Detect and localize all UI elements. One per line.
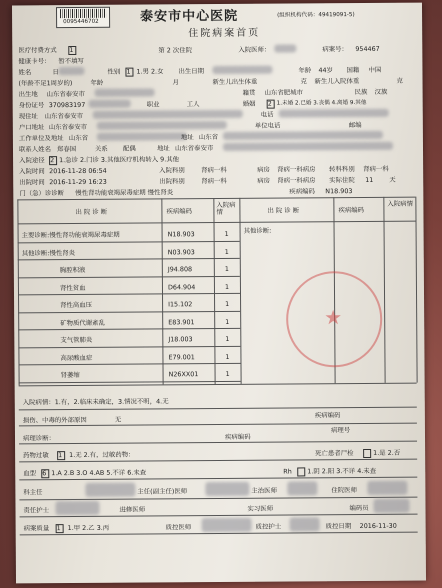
unit-phone-label: 单位电话 <box>254 121 281 130</box>
diagnosis-condition: 1 <box>224 264 229 273</box>
nurse-label: 责任护士 <box>23 506 50 515</box>
allergy-label: 药物过敏 <box>23 451 49 460</box>
gram-label-2: 克 <box>396 76 403 85</box>
stay-days-label: 实际住院 <box>329 176 355 185</box>
table-rule <box>161 198 163 384</box>
table-header-diagnosis: 出 院 诊 断 <box>75 207 108 217</box>
work-unit-value: 山东省 <box>68 133 89 143</box>
section-rule <box>19 477 417 480</box>
nationality-value: 中国 <box>368 65 382 74</box>
job-value: 工人 <box>186 100 200 109</box>
admission-route-label: 入院途径 <box>19 156 45 165</box>
diagnosis-name: 高尿酸血症 <box>60 353 93 362</box>
discharge-dept-label: 出院科别 <box>159 177 185 186</box>
opd-code-value: N18.903 <box>325 187 353 196</box>
marital-label: 婚姻 <box>242 99 256 108</box>
diagnosis-code: D64.904 <box>167 282 196 291</box>
admission-doctor-label: 入院医师： <box>238 45 271 54</box>
table-header-code: 疾病编码 <box>166 207 193 216</box>
blood-type-label: 血型 <box>23 469 37 478</box>
diagnosis-code: I15.102 <box>168 300 193 309</box>
redacted-dob <box>212 66 272 74</box>
section-rule <box>19 497 417 500</box>
diagnosis-name: 胸腔积液 <box>59 265 86 275</box>
diagnosis-condition: 1 <box>224 229 229 238</box>
table-row-rule <box>18 275 240 277</box>
qc-doctor-label: 质控医师 <box>165 523 192 532</box>
diagnosis-code: E79.001 <box>168 352 195 361</box>
autopsy-options: 1.是 2.否 <box>373 448 401 457</box>
diagnosis-name: 肾萎缩 <box>60 370 80 380</box>
rh-options: 1.阴 2.阳 3.不详 4.未查 <box>307 466 377 476</box>
ethnic-label: 民族 <box>354 87 368 97</box>
injury-value: 无 <box>114 415 122 424</box>
admission-time-label: 入院时间 <box>19 167 45 176</box>
discharge-dept-value: 肾病一科 <box>201 176 227 186</box>
sex-value: 1 <box>126 67 131 76</box>
marital-options: 1.未婚 2.已婚 3.丧偶 4.离婚 9.其他 <box>276 99 367 107</box>
diagnosis-condition: 1 <box>224 247 229 256</box>
intern-label: 实习医师 <box>247 504 274 513</box>
health-card-value: 暂不填写 <box>58 56 84 66</box>
age-value: 44岁 <box>318 66 334 75</box>
table-row-rule <box>18 345 240 347</box>
blood-type-value: 6 <box>42 469 47 478</box>
admission-route-value: 2 <box>50 156 55 165</box>
month-label: 月 <box>172 78 179 87</box>
diagnosis-code: J94.808 <box>167 265 193 274</box>
admission-time-value: 2016-11-28 06:54 <box>49 166 107 176</box>
id-value: 370983197 <box>48 100 86 110</box>
table-rule <box>19 383 417 386</box>
qc-date-value: 2016-11-30 <box>359 521 397 531</box>
director-label: 科主任 <box>23 488 43 497</box>
diagnosis-condition: 1 <box>225 352 230 361</box>
phone-label: 电话 <box>260 110 274 119</box>
work-address-label: 地址 <box>180 133 194 142</box>
table-rule <box>383 197 385 383</box>
sex-label: 性别 <box>107 67 121 76</box>
medical-record-page <box>12 3 426 584</box>
table-header-diagnosis-2: 出 院 诊 断 <box>267 206 300 215</box>
redacted-signature <box>373 499 409 513</box>
diagnosis-condition: 1 <box>225 299 230 308</box>
record-no-label: 病案号： <box>322 45 348 54</box>
table-row-rule <box>18 293 240 295</box>
work-unit-label: 工作单位及地址 <box>18 134 64 143</box>
infant-age-label: 年龄 <box>90 78 104 87</box>
diagnosis-name: 其他诊断:慢性肾炎 <box>21 248 76 257</box>
name-label: 姓名 <box>18 68 32 77</box>
diagnosis-code: N18.903 <box>167 230 195 239</box>
diagnosis-condition: 1 <box>225 317 230 326</box>
table-rule <box>213 198 215 384</box>
transfer-dept-value: 肾病一科 <box>363 164 389 173</box>
dob-label: 出生日期 <box>178 67 205 76</box>
redacted-signature <box>290 517 320 531</box>
table-rule <box>18 221 416 224</box>
blood-type-options: 1.A 2.B 3.O 4.AB 5.不详 6.未查 <box>51 468 147 478</box>
ethnic-value: 汉族 <box>374 87 388 96</box>
qc-nurse-label: 质控护士 <box>255 522 282 531</box>
table-row-rule <box>18 240 240 242</box>
quality-options: 1.甲 2.乙 3.丙 <box>67 523 110 533</box>
admit-weight-label: 新生儿入院体重 <box>314 77 360 86</box>
opd-diagnosis-value: 慢性肾功能衰竭尿毒症期 慢性肾炎 <box>75 188 174 198</box>
birthplace-label: 出生地 <box>18 90 38 99</box>
stay-days-value: 11 <box>365 175 374 184</box>
condition-legend: 入院病情：1.有，2.临床未确定，3.情况不明，4.无 <box>22 397 169 407</box>
stay-days-unit: 天 <box>389 175 396 184</box>
diagnosis-name: 支气管肺炎 <box>60 335 93 345</box>
admission-route-options: 1.急诊 2.门诊 3.其他医疗机构转入 9.其他 <box>59 155 180 165</box>
allergy-value: 1 <box>58 451 63 460</box>
attending-label: 主治医师 <box>251 486 277 495</box>
discharge-ward-label: 病房 <box>257 176 271 185</box>
job-label: 职业 <box>146 100 160 109</box>
pathology-no-label: 病理号 <box>330 426 351 435</box>
opd-code-label: 疾病编码 <box>289 187 315 196</box>
section-rule <box>20 532 418 535</box>
diagnosis-code: N26XX01 <box>168 370 199 379</box>
hospital-seal <box>286 271 383 368</box>
table-row-rule <box>19 380 241 382</box>
injury-code-label: 疾病编码 <box>314 411 341 420</box>
redacted-signature <box>55 501 99 515</box>
injury-label: 损伤、中毒的外部原因 <box>22 415 87 425</box>
table-row-rule <box>18 363 240 365</box>
home-address-value: 山东省泰安市 <box>48 122 88 132</box>
table-rule <box>415 197 417 383</box>
contact-name-value: 郑春国 <box>56 144 77 154</box>
health-card-label: 健康卡号： <box>18 57 51 66</box>
table-rule <box>17 197 415 200</box>
pathology-code-label: 疾病编码 <box>224 432 251 441</box>
patient-name: 日 <box>52 68 59 77</box>
autopsy-box <box>363 449 371 458</box>
admission-dept-value: 肾病一科 <box>201 165 227 175</box>
table-rule <box>17 199 19 385</box>
hospital-name: 泰安市中心医院 <box>140 8 239 25</box>
current-address-value: 山东省泰安市 <box>44 111 84 121</box>
redacted-contact-address <box>223 142 393 151</box>
contact-address-value: 山东省泰安市 <box>174 144 214 153</box>
diagnosis-code: E83.901 <box>168 317 195 326</box>
seal-star-icon: ★ <box>324 305 343 330</box>
native-value: 山东省肥城市 <box>264 88 303 97</box>
payment-label: 医疗付费方式 <box>18 46 57 55</box>
barcode-bars <box>60 9 106 18</box>
gram-label-1: 克 <box>300 77 307 86</box>
autopsy-label: 死亡患者尸检 <box>315 449 354 458</box>
redacted-name <box>58 67 84 75</box>
table-row-rule <box>18 328 240 330</box>
org-code: (组织机构代码：49419091-5) <box>277 12 355 19</box>
table-header-code-2: 疾病编码 <box>338 205 365 215</box>
section-rule <box>19 441 417 444</box>
qc-date-label: 质控日期 <box>325 522 352 531</box>
redacted-signature <box>202 518 252 532</box>
quality-value: 1 <box>56 524 61 533</box>
allergy-options: 1.无 2.有，过敏药物： <box>69 450 135 460</box>
discharge-time-label: 出院时间 <box>19 178 45 187</box>
relation-value: 配偶 <box>122 144 136 153</box>
redacted-id <box>89 100 131 108</box>
redacted-signature <box>367 481 407 495</box>
birthplace-value: 山东省泰安市 <box>46 89 85 99</box>
nationality-label: 国籍 <box>346 66 360 75</box>
other-diagnosis-label: 其他诊断: <box>243 226 272 235</box>
redacted-current-address <box>93 110 243 119</box>
resident-label: 住院医师 <box>331 486 357 495</box>
diagnosis-condition: 1 <box>224 282 230 291</box>
id-label: 身份证号 <box>18 101 45 110</box>
table-row-rule <box>18 258 240 260</box>
admission-ward-value: 肾病一科病房 <box>277 165 316 174</box>
transfer-dept-label: 转科科别 <box>329 165 355 174</box>
redacted-doctor <box>274 44 296 52</box>
diagnosis-name: 肾性高血压 <box>60 300 93 310</box>
redacted-signature <box>287 481 317 495</box>
relation-label: 关系 <box>94 144 108 153</box>
redacted-work-unit <box>97 132 187 141</box>
visit-number: 第 2 次住院 <box>158 46 193 55</box>
home-address-label: 户口地址 <box>18 123 45 132</box>
diagnosis-name: 肾性贫血 <box>59 283 86 292</box>
page-title: 住院病案首页 <box>188 27 261 40</box>
fellow-label: 进修医师 <box>119 505 146 514</box>
sex-options: 1.男 2.女 <box>136 67 164 76</box>
diagnosis-code: J18.003 <box>168 335 193 344</box>
rh-box <box>297 467 305 476</box>
table-header-condition: 入院病情 <box>216 200 236 217</box>
age-label: 年龄 <box>298 66 312 75</box>
work-address-value: 山东省 <box>198 133 219 142</box>
diagnosis-code: N03.903 <box>167 247 195 256</box>
zip-label: 邮编 <box>348 121 362 130</box>
redacted-birthplace <box>95 88 155 96</box>
chief-doctor-label: 主任(副主任)医师 <box>137 487 188 496</box>
admission-ward-label: 病房 <box>257 165 270 174</box>
quality-label: 病案质量 <box>23 524 50 533</box>
current-address-label: 现住址 <box>18 112 38 121</box>
contact-name-label: 联系人姓名 <box>18 145 51 154</box>
redacted-work-address <box>223 131 383 140</box>
discharge-time-value: 2016-11-29 16:23 <box>49 177 107 187</box>
admission-dept-label: 入院科别 <box>159 166 185 175</box>
diagnosis-name: 矿物质代谢紊乱 <box>60 318 105 327</box>
redacted-signature <box>85 483 135 497</box>
diagnosis-condition: 1 <box>225 369 230 378</box>
diagnosis-name: 主要诊断:慢性肾功能衰竭尿毒症期 <box>21 230 120 240</box>
infant-label: (年龄不足1周岁的) <box>18 79 73 88</box>
payment-value: 1 <box>69 46 74 55</box>
diagnosis-condition: 1 <box>225 334 230 343</box>
redacted-phone <box>279 109 389 118</box>
discharge-ward-value: 肾病一科病房 <box>277 176 316 185</box>
pathology-label: 病理诊断： <box>22 434 55 443</box>
table-header-condition-2: 入院病情 <box>387 199 413 208</box>
section-rule <box>19 407 417 410</box>
table-row-rule <box>18 310 240 312</box>
opd-diagnosis-label: 门（急）诊诊断 <box>19 189 65 198</box>
marital-value: 2 <box>267 99 272 108</box>
redacted-home-address <box>97 121 227 130</box>
coder-label: 编码员 <box>349 503 369 513</box>
contact-address-label: 地址 <box>156 144 170 153</box>
barcode <box>56 7 110 28</box>
redacted-signature <box>205 482 249 496</box>
rh-label: Rh <box>283 467 292 476</box>
record-no: 954467 <box>355 44 380 54</box>
barcode-number: 0095446702 <box>63 18 99 26</box>
native-label: 籍贯 <box>242 88 256 97</box>
table-rule <box>239 198 241 384</box>
birth-weight-label: 新生儿出生体重 <box>212 77 258 87</box>
section-rule <box>19 459 417 462</box>
